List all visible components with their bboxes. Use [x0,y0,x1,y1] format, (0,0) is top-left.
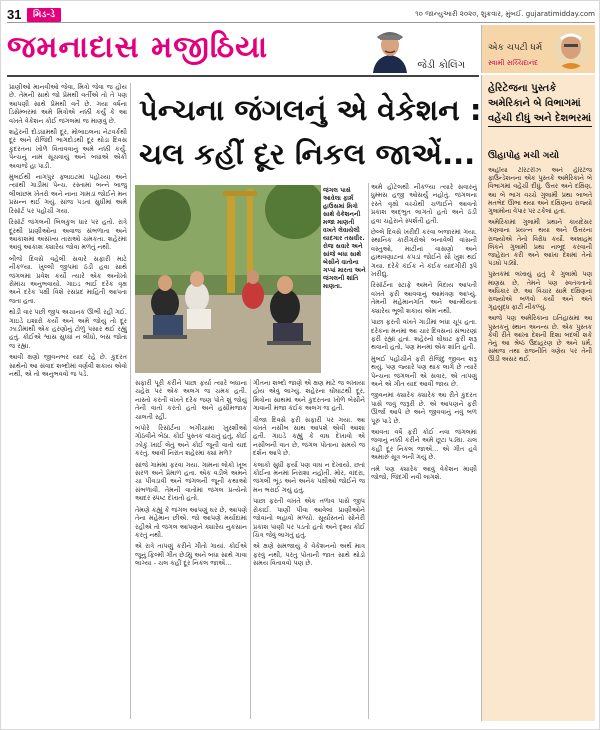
paragraph: તેમણે કહ્યું કે જંગલ આપણું ઘર છે, આપણે તેના મહેમાન છીએ. જો આપણે મર્યાદામાં રહીએ તો જંગલ આપણને ક્યારેય નુકસાન કરતું નથી. [135,505,247,539]
paragraph: સફારી પૂરી કરીને પાછા ફર્યા ત્યારે બધાના ચહેરા પર એક અલગ જ ચમક હતી. નાસ્તો કરતી વખતે દરેક જણ પોતે શું જોયું તેની વાતો કરતો હતો અને હસીમજાક ચાલતી રહી. [135,379,247,421]
dateline: ૧૦ જાન્યુઆરી ૨૦૨૦, શુક્રવાર, મુંબઈ. gujaratimidday.com [415,10,595,18]
paragraph: એ રાત્રે તાપણું કરીને ગીતો ગાયાં. કોઈએ જૂનું ફિલ્મી ગીત છેડ્યું અને બધા સાથે ગાવા લાગ્યા - ચલ કહીં દૂર નિકલ જાએં... [135,542,247,568]
column-rule [250,379,251,719]
paragraph: બીજે દિવસે વહેલી સવારે સફારી માટે નીકળ્યા. ખુલ્લી જીપમાં ઠંડી હવા સાથે જંગલમાં પ્રવેશ કર્યો ત્યારે એક અનોખો રોમાંચ અનુભવાયો. ગાઇડ ભાઈ દરેક વૃક્ષ અને દરેક પક્ષી વિશે રસપ્રદ માહિતી આપતા જતા હતા. [9,254,127,305]
headline-line-2: ચલ કહીં દૂર નિકલ જાએં... [139,137,476,171]
paragraph: એ ક્ષણે સમજાયું કે વેકેશનનો અર્થ માત્ર ફરવું નથી, પરંતુ પોતાની જાત સાથે થોડો સમય વિતાવવો પણ છે. [253,542,365,568]
paragraph: અમે હોટેલથી નીકળ્યા ત્યારે સવારનું ધુમ્મસ હજી ઓસર્યું નહોતું. જંગલના રસ્તે વૃક્ષો વચ્ચેથી ચળાઈને આવતો પ્રકાશ અદ્ભુત લાગતો હતો અને ઠંડી હવા ચહેરાને સ્પર્શતી હતી. [371,183,477,225]
column-rule [130,83,131,719]
sidebar-headline-line-3: વહેંચી દીધું અને દેશભરમાં [488,111,592,127]
sidebar-headline-line-1: હેરિટેજના પુસ્તકે [488,83,557,94]
paragraph: અમેરિકામાં ગુલામી પ્રથાને કાયદેસર ગણવાના પ્રયત્ન થયા અને ઉત્તરના રાજ્યોએ તેનો વિરોધ કર્યો. અબ્રાહમ લિંકને ગુલામી પ્રથા નાબૂદ કરવાની જાહેરાત કરી અને આખા દેશમાં તેનો પડઘો પડ્યો. [488,219,592,268]
top-strip [7,7,595,23]
article-column-3 [253,379,365,719]
paragraph: રિસૉર્ટના સ્ટાફે અમને વિદાય આપતી વખતે ફરી આવવાનું આમંત્રણ આપ્યું. તેમની મહેમાનગતિ અને આત્મીયતા ક્યારેય ભૂલી શકાય એમ નથી. [371,281,477,315]
column-title: જમનાદાસ મજીઠિયા [7,30,269,65]
paragraph: આજે પણ અમેરિકાના ઇતિહાસમાં આ પુસ્તકનું સ્થાન અનન્ય છે. એક પુસ્તક કેવી રીતે આખા દેશની દિશા બદલી શકે તેનું આ શ્રેષ્ઠ ઉદાહરણ છે અને ધર્મ, સમાજ તથા રાજનીતિ ત્રણેય પર તેની ઊંડી અસર થઈ. [488,315,592,364]
paragraph: આવી ક્ષણો જીવનભર યાદ રહે છે. કુદરત સાથેનો આ સંવાદ શબ્દોમાં વર્ણવી શકાય એવો નથી, એ તો અનુભવવો જ પડે. [9,353,127,378]
sidebar-body [488,167,592,715]
masthead-rule [7,75,479,77]
paragraph: રિસૉર્ટ જંગલની બિલકુલ ધાર પર હતો. રાત્રે દૂરથી પ્રાણીઓના અવાજ સંભળાતા અને આકાશમાં અસંખ્ય તારાઓ ચમકતા. શહેરમાં આવું આકાશ ક્યારેય જોવા મળતું નથી. [9,218,127,252]
paragraph: સાંજે ગામમાં ફરવા ગયા. ગામના લોકો ખૂબ સરળ અને પ્રેમાળ હતા. એક વડીલે અમને ચા પીવડાવી અને જંગલની જૂની કથાઓ સંભળાવી. તેમની વાતોમાં જંગલ પ્રત્યેનો આદર સ્પષ્ટ દેખાતો હતો. [135,460,247,503]
paragraph: છેલ્લે દિવસે ખરીદી કરવા બજારમાં ગયા. સ્થાનિક કારીગરોએ બનાવેલી વાંસની વસ્તુઓ, માટીનાં વાસણો અને હાથવણાટનાં કપડાં જોઈને સૌ ખુશ થઈ ગયા. દરેકે કંઈક ને કંઈક યાદગીરી રૂપે ખરીદ્યું. [371,228,477,279]
paragraph: ત્રીજા દિવસે ફરી સફારી પર ગયા. આ વખતે નસીબ સાથ આપશે એવી આશા હતી. ગાઇડે કહ્યું કે વાઘ દેખાવો એ નસીબની વાત છે, જંગલ પોતાના સમયે જ દર્શન આપે છે. [253,415,365,458]
article-column-1 [9,83,127,719]
publication-tag: મિડ-ડે [27,8,61,22]
paragraph: અહીંયા ટેરિટરીઝ અને હેરિટેજ ફાઉન્ડેશનના એક પુસ્તકે અમેરિકાને બે વિભાગમાં વહેંચી દીધું. ઉત્તર અને દક્ષિણ, આ બે ભાગ વચ્ચે ગુલામી પ્રથા બાબતે મતભેદ ઊભા થયા અને દક્ષિણના રાજ્યો ગુલામોના વેપાર પર ટકેલાં હતાં. [488,167,592,216]
sidebar-headline-line-2: અમેરિકાને બે વિભાગમાં [488,98,581,109]
sidebar-column-title: એક ચપટી ધર્મ [488,43,543,53]
author-photo [365,25,415,73]
paragraph: પુસ્તકમાં લખાયું હતું કે ગુલામો પણ માણસ છે, તેમને પણ સ્વતંત્રતાનો અધિકાર છે. આ વિચાર સામે દક્ષિણના રાજ્યોએ બળવો કર્યો અને અંતે ગૃહયુદ્ધ ફાટી નીકળ્યું. [488,271,592,312]
paragraph: પ્રાણીઓ માનવીઓ જેવા, મિત્રો જેવા જ હોય છે. તેમની સાથે જો પ્રેમથી વર્તીએ તો તે પણ આપણી સાથે પ્રેમથી વર્તે છે. ગયા વર્ષના ડિસેમ્બરમાં અમે મિત્રોએ નક્કી કર્યું કે આ વખતે વેકેશન કોઈ જંગલમાં જ માણવું છે. [9,83,127,125]
paragraph: આવતા વર્ષે ફરી કોઈ નવા જંગલમાં જવાનું નક્કી કરીને અમે છૂટા પડ્યા. ચલ કહીં દૂર નિકલ જાએં... એ ગીત હવે અમારું સૂત્ર બની ગયું છે. [371,427,477,462]
paragraph: તમે પણ ક્યારેક આવું વેકેશન માણી જોજો, જિંદગી નવી લાગશે. [371,464,477,481]
article-photo [135,185,321,373]
byline: જેડી કોલિંગ [417,60,465,71]
headline-line-1: પેન્ચના જંગલનું એ વેકેશન : [139,93,482,127]
page-number: 31 [7,7,22,22]
paragraph: બપોરે રિસૉર્ટના બગીચામાં ખુરશીઓ ગોઠવીને બેઠા. કોઈ પુસ્તક વાંચતું હતું, કોઈ ઝોકું ખાઈ લેતું અને કોઈ જૂની વાતો યાદ કરતું. આવી નિરાંત શહેરમાં ક્યાં મળે? [135,424,247,458]
article-column-2 [135,379,247,719]
column-rule [368,183,369,719]
sidebar-headline [488,81,592,127]
column-masthead [7,25,477,73]
paragraph: મુંબઈથી નાગપુર ફ્લાઇટમાં પહોંચ્યા અને ત્યાંથી ગાડીમાં પેન્ચ. રસ્તામાં બન્ને બાજુ લીલાંછમ ખેતરો અને નાના ગામડાં જોઈને મન પ્રસન્ન થઈ ગયું. સાંજ પડતાં સુધીમાં અમે રિસૉર્ટ પર પહોંચી ગયા. [9,173,127,215]
paragraph: પાછા ફરતી વખતે ગાડીમાં બધા ચૂપ હતા. દરેકના મનમાં આ ચાર દિવસનાં સંભારણાં ફરી રહ્યાં હતાં. શહેરનો ઘોંઘાટ ફરી શરૂ થવાનો હતો, પણ મનમાં એક શાંતિ હતી. [371,318,477,352]
photo-caption: જંગલ પાસે આવેલા ફાર્મ હાઉસમાં મિત્રો સાથે વેકેશનની મજા માણતી વખતે લેવાયેલી યાદગાર તસવીર. રોજ સવારે અને સાંજે બધા સાથે બેસીને વાતોના ગપ્પાં મારતા અને જંગલની શાંતિ માણતા. [323,187,366,290]
sidebar-subhead: ઊહાપોહ મચી ગયો [488,151,559,161]
paragraph: શહેરની દોડધામથી દૂર, મોબાઇલના નેટવર્કથી દૂર અને રોજિંદી ભાગદોડથી દૂર થોડા દિવસ કુદરતના ખોળે વિતાવવાનું અમે નક્કી કર્યું. પેન્ચનું નામ સૂચવાયું અને બધાએ એકી અવાજે હા પાડી. [9,128,127,170]
sidebar-author: સ્વામી સચ્ચિદાનંદ [488,59,539,67]
sidebar-article [481,75,595,721]
article-headline [135,89,482,181]
paragraph: ગીતના શબ્દો જાણે એ ક્ષણ માટે જ લખાયા હોય એવું લાગ્યું. શહેરના ઘોંઘાટથી દૂર, મિત્રોના સાથમાં અને કુદરતના ખોળે બેસીને ગાવાની મજા કંઈક અલગ જ હતી. [253,379,365,413]
sidebar-author-photo [553,29,589,69]
paragraph: મુંબઈ પહોંચીને ફરી રોજિંદું જીવન શરૂ થયું. પણ જ્યારે પણ થાક લાગે છે ત્યારે પેન્ચના જંગલની એ સવાર, એ તાપણું અને એ ગીત યાદ આવી જાય છે. [371,354,477,388]
paragraph: કલાકો સુધી ફર્યા પણ વાઘ ન દેખાયો. છતાં કોઈના મનમાં નિરાશા નહોતી. મોર, વાંદરા, જંગલી ભૂંડ અને અનેક પક્ષીઓ જોઈને જ મન ભરાઈ ગયું હતું. [253,460,365,494]
paragraph: જીવનમાં ક્યારેક ક્યારેક આ રીતે કુદરત પાસે જવું જરૂરી છે. એ આપણને ફરી ઊર્જા આપે છે અને જીવવાનું નવું બળ પૂરું પાડે છે. [371,391,477,425]
sidebar-header [481,25,595,73]
article-column-4 [371,183,477,719]
paragraph: થોડી વાર પછી જીપ અચાનક ઊભી રહી ગઈ. ગાઇડે ઇશારો કર્યો અને અમે જોયું તો દૂર ઝાડીમાંથી એક હરણોનું ટોળું પસાર થઈ રહ્યું હતું. કોઈએ શ્વાસ સુધ્ધાં ન લીધો, બસ જોતા જ રહ્યા. [9,308,127,350]
paragraph: પાછા ફરતી વખતે એક તળાવ પાસે જીપ રોકાઈ. પાણી પીવા આવેલાં પ્રાણીઓને જોવાનો લહાવો મળ્યો. સૂર્યાસ્તનો સોનેરી પ્રકાશ પાણી પર પડતો હતો અને દૃશ્ય કોઈ ચિત્ર જેવું લાગતું હતું. [253,497,365,539]
